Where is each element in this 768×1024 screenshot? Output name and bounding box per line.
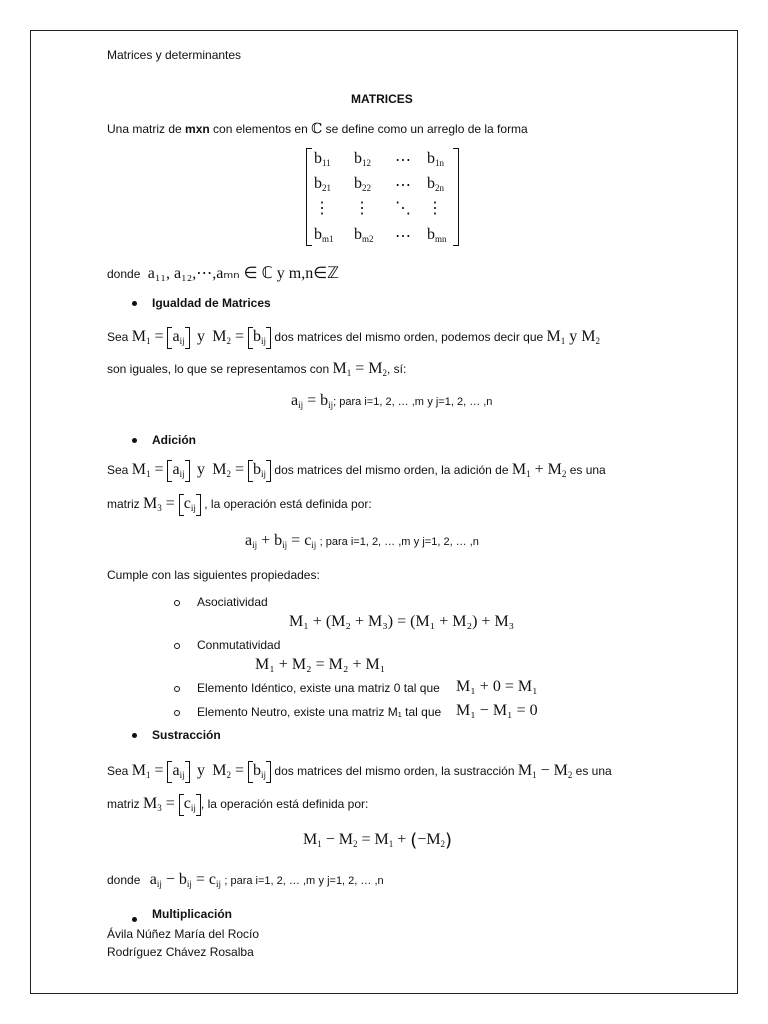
intro-suffix: se define como un arreglo de la forma: [322, 122, 528, 136]
property-name: Elemento Neutro, existe una matriz M₁ tal que: [197, 705, 442, 719]
es-una-text: es una: [569, 463, 606, 478]
circle-bullet-icon: [174, 686, 180, 692]
matrix-cell: ⋮: [354, 200, 370, 217]
si-text: , sí:: [386, 362, 407, 376]
circle-bullet-icon: [174, 643, 180, 649]
circle-bullet-icon: [174, 600, 180, 606]
matrix-cell: $b_{22}$: [354, 175, 371, 193]
author-1: Ávila Núñez María del Rocío: [107, 927, 260, 941]
adicion-line-2: matriz $M_3 = c_{ij}$ , la operación está definida por:: [107, 494, 372, 516]
matrix-right-bracket: [453, 148, 459, 246]
matrix-cell: $b_{m1}$: [314, 226, 334, 244]
para-range-i: ; para i=1, 2, … ,m: [333, 396, 424, 408]
igualdad-line-2: son iguales, lo que se representamos con $M_1 = M_2$, sí:: [107, 360, 407, 378]
para-range-j: y j=1, 2, … ,n: [318, 875, 384, 887]
para-range-i: ; para i=1, 2, … ,m: [319, 536, 411, 548]
matrix-cell: ⋯: [395, 152, 411, 169]
adicion-text: dos matrices del mismo orden, la adición de: [274, 463, 509, 478]
operacion-text: , la operación está definida por:: [200, 797, 369, 812]
section-igualdad: Igualdad de Matrices: [152, 296, 271, 310]
matriz-word: matriz: [107, 797, 140, 812]
sustraccion-donde-line: donde $a_{ij} - b_{ij} = c_{ij}$ ; para i=1, 2, … ,m y j=1, 2, … ,n: [107, 871, 384, 889]
running-header: Matrices y determinantes: [107, 48, 242, 62]
igualdad-text: dos matrices del mismo orden, podemos decir que: [274, 330, 544, 345]
matrix-cell: ⋯: [395, 228, 411, 245]
section-sustraccion: Sustracción: [152, 728, 221, 742]
matrix-cell: $b_{12}$: [354, 150, 371, 168]
section-adicion: Adición: [152, 433, 196, 447]
section-multiplicacion: Multiplicación: [152, 907, 233, 921]
para-range-j: y j=1, 2, … ,n: [427, 396, 493, 408]
donde-label: donde: [107, 873, 141, 887]
matrix-cell: ⋮: [314, 200, 330, 217]
property-name: Conmutatividad: [197, 638, 281, 652]
property-name: Elemento Idéntico, existe una matriz 0 tal que: [197, 681, 440, 695]
sustraccion-formula: $M_1 - M_2 = M_1 + (-M_2)$: [303, 830, 453, 851]
donde-expression: a₁₁, a₁₂,⋯,aₘₙ ∈ ℂ y m,n∈ℤ: [147, 265, 340, 282]
circle-bullet-icon: [174, 710, 180, 716]
igualdad-formula: $a_{ij} = b_{ij}$; para i=1, 2, … ,m y j=1, 2, … ,n: [291, 392, 493, 410]
bullet-icon: [132, 733, 137, 738]
property-formula: M₁ + M₂ = M₂ + M₁: [255, 656, 386, 673]
intro-line: [107, 121, 528, 137]
adicion-line-1: Sea $M_1 = a_{ij}$ y $M_2 = b_{ij}$ dos matrices del mismo orden, la adición de $M_1 + M_2$ es una: [107, 460, 606, 482]
intro-middle: con elementos en: [209, 122, 312, 136]
property-name: Asociatividad: [197, 595, 268, 609]
bullet-icon: [132, 438, 137, 443]
cumple-line: Cumple con las siguientes propiedades:: [107, 568, 320, 582]
author-2: Rodríguez Chávez Rosalba: [107, 945, 254, 959]
para-range-i: ; para i=1, 2, … ,m: [224, 875, 316, 887]
sustraccion-text: dos matrices del mismo orden, la sustracción: [274, 764, 515, 779]
matrix-left-bracket: [306, 148, 312, 246]
matrix-cell: ⋮: [427, 200, 443, 217]
matrix-cell: $b_{21}$: [314, 175, 331, 193]
property-formula: M₁ + 0 = M₁: [456, 678, 538, 695]
matrix-cell: $b_{m2}$: [354, 226, 374, 244]
sea-word: Sea: [107, 463, 129, 478]
donde-label: donde: [107, 267, 141, 281]
para-range-j: y j=1, 2, … ,n: [413, 536, 479, 548]
sea-word: Sea: [107, 764, 129, 779]
property-formula: M₁ + (M₂ + M₃) = (M₁ + M₂) + M₃: [289, 613, 515, 630]
property-formula: M₁ − M₁ = 0: [456, 702, 538, 719]
matrix-cell: $b_{2n}$: [427, 175, 444, 193]
son-iguales-text: son iguales, lo que se representamos con: [107, 362, 330, 376]
sea-word: Sea: [107, 330, 129, 345]
bullet-icon: [132, 917, 137, 922]
matrix-cell: $b_{1n}$: [427, 150, 444, 168]
operacion-text: , la operación está definida por:: [204, 497, 372, 512]
matrix-cell: ⋯: [395, 177, 411, 194]
donde-line: [107, 263, 339, 283]
matrix-cell: ⋱: [395, 200, 411, 217]
igualdad-line-1: Sea $M_1 = a_{ij}$ y $M_2 = b_{ij}$ dos matrices del mismo orden, podemos decir que $M_1$ y $M_2$: [107, 327, 600, 349]
matrix-cell: $b_{mn}$: [427, 226, 447, 244]
intro-bold-dimension: mxn: [185, 122, 210, 136]
bullet-icon: [132, 301, 137, 306]
page-title: MATRICES: [351, 92, 413, 106]
matriz-word: matriz: [107, 497, 140, 512]
sustraccion-line-1: Sea $M_1 = a_{ij}$ y $M_2 = b_{ij}$ dos matrices del mismo orden, la sustracción $M_1 - M_2$ es una: [107, 761, 612, 783]
matrix-cell: $b_{11}$: [314, 150, 331, 168]
sustraccion-line-2: matriz $M_3 = c_{ij}$ , la operación está definida por:: [107, 794, 368, 816]
intro-prefix: Una matriz de: [107, 122, 186, 136]
complex-set-symbol: ℂ: [311, 121, 323, 137]
es-una-text: es una: [575, 764, 612, 779]
adicion-formula: $a_{ij} + b_{ij} = c_{ij}$ ; para i=1, 2, … ,m y j=1, 2, … ,n: [245, 532, 479, 550]
